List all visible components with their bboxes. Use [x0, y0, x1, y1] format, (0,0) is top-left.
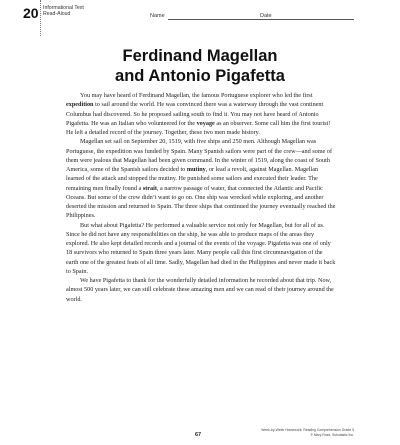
- paragraph-2: Magellan set sail on September 20, 1519, with five ships and 250 men. Although Magellan was Portuguese, the expedition was funded by Spain. Many Spanish sailors were part of the crew—and some of them were jealous that Magellan had been given command. In the winter of 1519, along the coast of South America, some of the Spanish sailors decided to mutiny, or lead a revolt, against Magellan. Magellan learned of the attack and stopped the mutiny. He punished some sailors and executed their leader. The remaining men finally found a strait, a narrow passage of water, that connected the Atlantic and Pacific Oceans. But some of the crew didn’t want to go on. One ship was wrecked while exploring, and another deserted the mission and returned to Spain. The three ships that continued the journey eventually reached the Philippines.: [66, 138, 336, 220]
- paragraph-1: You may have heard of Ferdinand Magellan, the famous Portuguese explorer who led the first expedition to sail around the world. He was convinced there was a waterway through the vast continent Columbus had discovered. So he proposed sailing south to find it. You may not have heard of Antonio Pigafetta. He was an Italian who volunteered for the voyage as an observer. Some call him the first tourist! He left a detailed record of the journey. Together, these two men made history.: [66, 92, 331, 136]
- article-title: [0, 46, 400, 86]
- vocab-voyage: voyage: [196, 119, 215, 127]
- date-label: Date: [260, 13, 272, 19]
- vocab-mutiny: mutiny: [186, 166, 206, 173]
- name-label: Name: [150, 13, 165, 19]
- vocab-expedition: expedition: [66, 101, 94, 109]
- vocab-strait: strait: [142, 184, 157, 192]
- title-line-2: and Antonio Pigafetta: [115, 67, 285, 85]
- header-divider: [40, 0, 41, 36]
- title-line-1: Ferdinand Magellan: [122, 47, 278, 65]
- date-field-line[interactable]: [277, 19, 354, 20]
- footer-credit: Week-by-Week Homework: Reading Comprehension Grade 5 © Mary Rose, Scholastic Inc.: [261, 428, 354, 437]
- footer-page-number: 67: [195, 432, 202, 438]
- paragraph-3: But what about Pigafetta? He performed a valuable service not only for Magellan, but for all of us. Since he did not have any responsibilities on the ship, he was able to produce maps of the areas they explored. He also kept detailed records and a journal of the events of the voyage. Pigafetta was one of only 18 survivors who returned to Spain three years later. Many people call this first circumnavigation of the earth one of the greatest feats of all time. Sadly, Magellan had died in the Philippines and never made it back to Spain.: [66, 221, 336, 275]
- paragraph-4: We have Pigafetta to thank for the wonderfully detailed information he recorded about that trip. Now, almost 500 years later, we can still celebrate these amazing men and we can read of their journey around the world.: [66, 277, 334, 303]
- section-label: Informational Text Read-Aloud: [43, 5, 84, 17]
- article-body: [66, 91, 336, 304]
- page-header: [0, 0, 400, 44]
- page-number: 20: [23, 5, 39, 21]
